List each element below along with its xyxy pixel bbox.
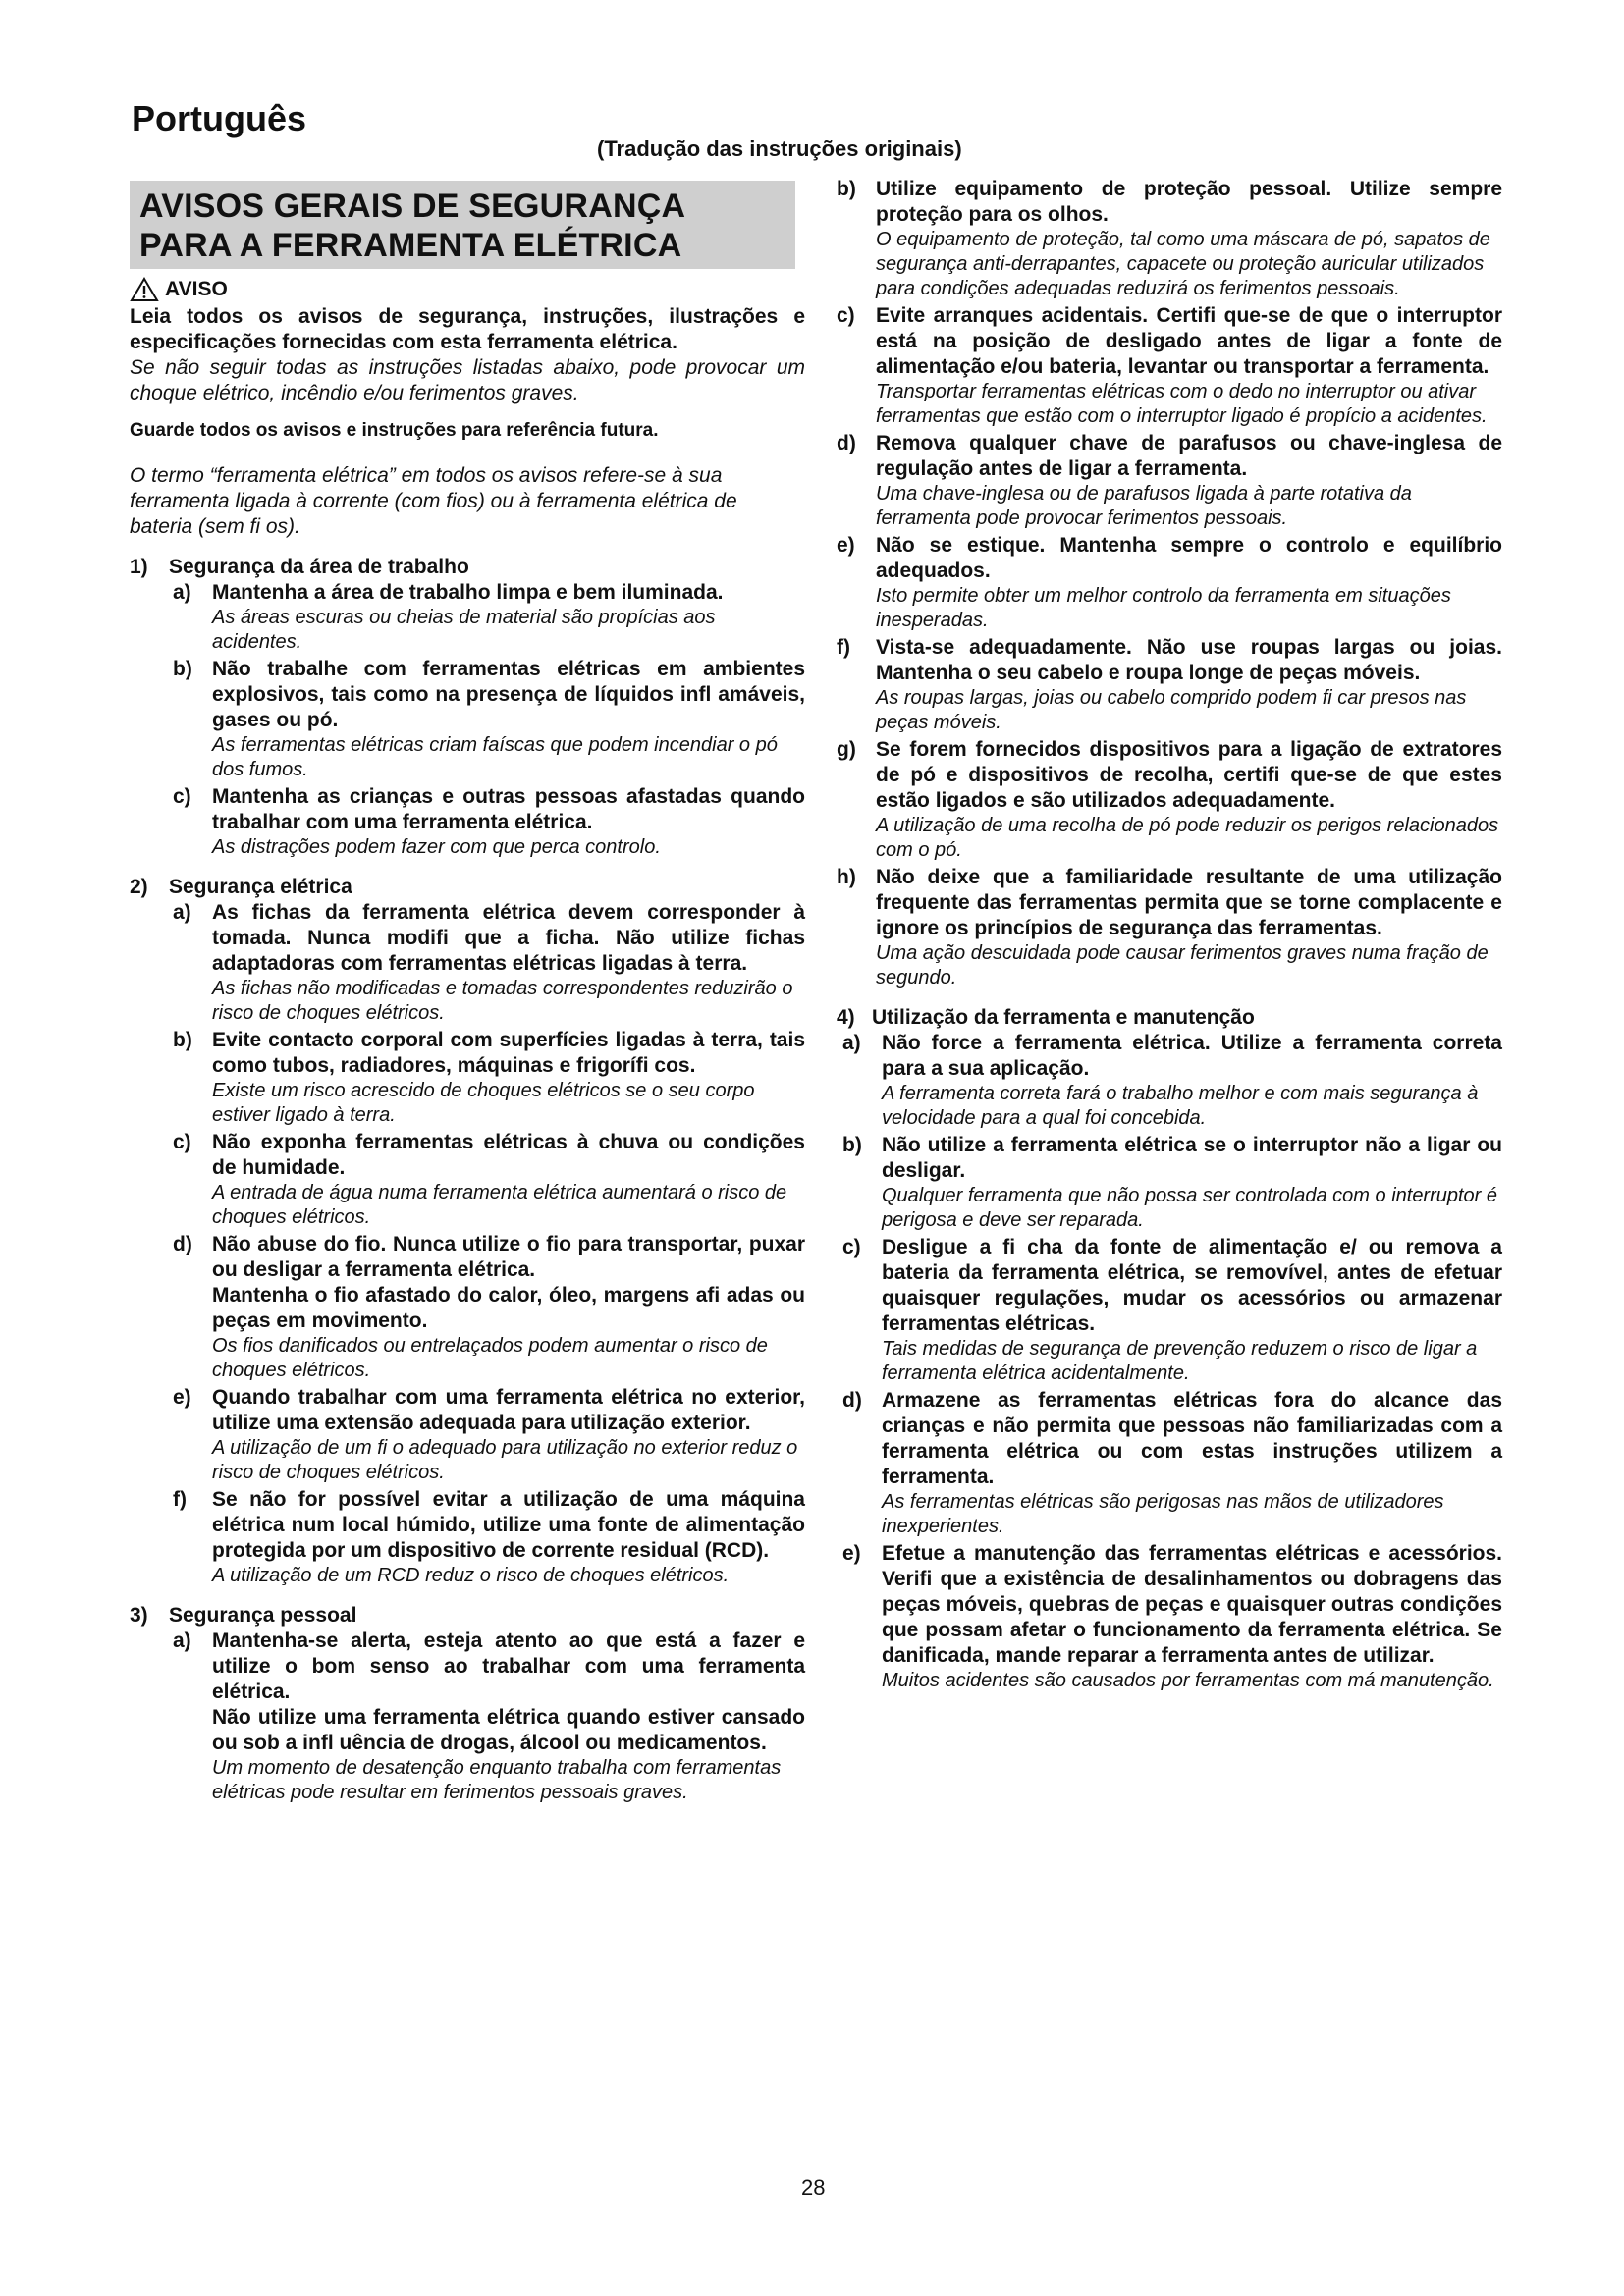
item-explanation: As ferramentas elétricas são perigosas nas mãos de utilizadores inexperientes. bbox=[882, 1491, 1444, 1537]
section-number: 2) bbox=[130, 876, 148, 898]
item-letter: a) bbox=[173, 901, 191, 924]
list-item bbox=[842, 1235, 1502, 1388]
item-explanation: Transportar ferramentas elétricas com o dedo no interruptor ou ativar ferramentas que estão com o interruptor ligado é propício a acidentes. bbox=[876, 381, 1488, 427]
item-letter: c) bbox=[837, 304, 855, 327]
item-explanation: Tais medidas de segurança de prevenção reduzem o risco de ligar a ferramenta elétrica acidentalmente. bbox=[882, 1338, 1478, 1384]
item-instruction: Não deixe que a familiaridade resultante de uma utilização frequente das ferramentas permita que se torne complacente e ignore os princípios de segurança das ferramentas. bbox=[876, 866, 1502, 939]
list-item bbox=[173, 580, 805, 657]
item-letter: a) bbox=[173, 1629, 191, 1652]
item-instruction: Mantenha-se alerta, esteja atento ao que está a fazer e utilize o bom senso ao trabalhar com uma ferramenta elétrica. bbox=[212, 1629, 805, 1703]
item-explanation: Isto permite obter um melhor controlo da ferramenta em situações inesperadas. bbox=[876, 585, 1451, 631]
item-instruction: Armazene as ferramentas elétricas fora do alcance das crianças e não permita que pessoas não familiarizadas com a ferramenta elétrica ou com estas instruções utilizem a ferramenta. bbox=[882, 1389, 1502, 1488]
item-instruction: Mantenha a área de trabalho limpa e bem iluminada. bbox=[212, 581, 724, 604]
item-instruction: Utilize equipamento de proteção pessoal. Utilize sempre proteção para os olhos. bbox=[876, 178, 1502, 226]
item-instruction: Não trabalhe com ferramentas elétricas em ambientes explosivos, tais como na presença de líquidos infl amáveis, gases ou pó. bbox=[212, 658, 805, 731]
list-item bbox=[837, 737, 1502, 865]
section-title: Segurança pessoal bbox=[169, 1604, 357, 1627]
list-item bbox=[173, 1487, 805, 1590]
item-instruction: Desligue a fi cha da fonte de alimentação e/ ou remova a bateria da ferramenta elétrica, se removível, antes de efetuar quaisquer regulações, mudar os acessórios ou armazenar ferramentas elétricas. bbox=[882, 1236, 1502, 1335]
list-item bbox=[173, 1385, 805, 1487]
list-item bbox=[173, 1130, 805, 1232]
item-letter: e) bbox=[173, 1386, 191, 1409]
warning-read-all: Leia todos os avisos de segurança, instruções, ilustrações e especificações fornecidas com esta ferramenta elétrica. bbox=[130, 305, 805, 353]
language-heading: Português bbox=[132, 98, 307, 138]
item-instruction: As fichas da ferramenta elétrica devem corresponder à tomada. Nunca modifi que a ficha. Não utilize fichas adaptadoras com ferramentas elétricas ligadas à terra. bbox=[212, 901, 805, 975]
item-letter: d) bbox=[842, 1389, 862, 1412]
item-letter: a) bbox=[173, 581, 191, 604]
item-instruction: Se não for possível evitar a utilização de uma máquina elétrica num local húmido, utilize uma fonte de alimentação protegida por um dispositivo de corrente residual (RCD). bbox=[212, 1488, 805, 1562]
banner-line-1: AVISOS GERAIS DE SEGURANÇA bbox=[139, 187, 686, 225]
item-letter: c) bbox=[173, 1131, 191, 1153]
item-instruction: Evite arranques acidentais. Certifi que-se de que o interruptor está na posição de desligado antes de ligar a fonte de alimentação e/ou bateria, levantar ou transportar a ferramenta. bbox=[876, 304, 1502, 378]
list-item bbox=[842, 1541, 1502, 1695]
item-letter: e) bbox=[837, 534, 855, 557]
item-instruction: Não se estique. Mantenha sempre o controlo e equilíbrio adequados. bbox=[876, 534, 1502, 582]
section-heading bbox=[130, 554, 805, 580]
list-item bbox=[842, 1388, 1502, 1541]
warning-label: AVISO bbox=[165, 278, 228, 300]
list-item bbox=[173, 1028, 805, 1130]
list-item bbox=[173, 900, 805, 1028]
safety-banner bbox=[130, 181, 795, 269]
item-explanation: A utilização de um RCD reduz o risco de choques elétricos. bbox=[212, 1565, 730, 1586]
item-instruction: Evite contacto corporal com superfícies ligadas à terra, tais como tubos, radiadores, máquinas e frigorífi cos. bbox=[212, 1029, 805, 1077]
item-explanation: Existe um risco acrescido de choques elétricos se o seu corpo estiver ligado à terra. bbox=[212, 1080, 755, 1126]
item-explanation: As ferramentas elétricas criam faíscas que podem incendiar o pó dos fumos. bbox=[212, 734, 778, 780]
item-explanation: Os fios danificados ou entrelaçados podem aumentar o risco de choques elétricos. bbox=[212, 1335, 768, 1381]
warning-consequence: Se não seguir todas as instruções listadas abaixo, pode provocar um choque elétrico, incêndio e/ou ferimentos graves. bbox=[130, 356, 805, 404]
page-number: 28 bbox=[801, 2175, 826, 2200]
list-item bbox=[837, 865, 1502, 992]
list-item bbox=[837, 303, 1502, 431]
list-item bbox=[842, 1133, 1502, 1235]
item-letter: b) bbox=[837, 178, 856, 200]
list-item bbox=[173, 1629, 805, 1807]
section-number: 4) bbox=[837, 1006, 855, 1029]
item-explanation: O equipamento de proteção, tal como uma máscara de pó, sapatos de segurança anti-derrapantes, capacete ou proteção auricular utilizados para condições adequadas reduzirá os ferimentos pessoais. bbox=[876, 229, 1490, 299]
item-explanation: A utilização de uma recolha de pó pode reduzir os perigos relacionados com o pó. bbox=[876, 815, 1499, 861]
item-instruction: Efetue a manutenção das ferramentas elétricas e acessórios. Verifi que a existência de desalinhamentos ou dobragens das peças móveis, quebras de peças e quaisquer outras condições que possam afetar o funcionamento da ferramenta elétrica. Se danificada, mande reparar a ferramenta antes de utilizar. bbox=[882, 1542, 1502, 1667]
item-explanation: As fichas não modificadas e tomadas correspondentes reduzirão o risco de choques elétricos. bbox=[212, 978, 793, 1024]
left-column bbox=[130, 181, 805, 1807]
list-item bbox=[173, 1232, 805, 1385]
right-column bbox=[837, 177, 1502, 1695]
list-item bbox=[837, 533, 1502, 635]
item-letter: b) bbox=[842, 1134, 862, 1156]
section-number: 3) bbox=[130, 1604, 148, 1627]
section-heading bbox=[130, 874, 805, 900]
item-letter: g) bbox=[837, 738, 856, 761]
section-heading bbox=[837, 1004, 1502, 1031]
item-explanation: As distrações podem fazer com que perca controlo. bbox=[212, 836, 661, 858]
term-definition: O termo “ferramenta elétrica” em todos os avisos refere-se à sua ferramenta ligada à corrente (com fios) ou à ferramenta elétrica de bateria (sem fi os). bbox=[130, 464, 737, 538]
item-letter: e) bbox=[842, 1542, 861, 1565]
section-heading bbox=[130, 1602, 805, 1629]
item-instruction: Quando trabalhar com uma ferramenta elétrica no exterior, utilize uma extensão adequada para utilização exterior. bbox=[212, 1386, 805, 1434]
keep-instructions: Guarde todos os avisos e instruções para referência futura. bbox=[130, 420, 659, 441]
section-number: 1) bbox=[130, 556, 148, 578]
item-instruction: Se forem fornecidos dispositivos para a ligação de extratores de pó e dispositivos de recolha, certifi que-se de que estes estão ligados e são utilizados adequadamente. bbox=[876, 738, 1502, 812]
item-explanation: Uma chave-inglesa ou de parafusos ligada à parte rotativa da ferramenta pode provocar ferimentos pessoais. bbox=[876, 483, 1412, 529]
item-letter: f) bbox=[173, 1488, 187, 1511]
item-letter: h) bbox=[837, 866, 856, 888]
section-work-area bbox=[130, 554, 805, 862]
list-item bbox=[837, 635, 1502, 737]
section-tool-use bbox=[837, 1004, 1502, 1695]
item-explanation: Um momento de desatenção enquanto trabalha com ferramentas elétricas pode resultar em ferimentos pessoais graves. bbox=[212, 1757, 782, 1803]
list-item bbox=[173, 657, 805, 784]
item-letter: c) bbox=[173, 785, 191, 808]
item-explanation: A utilização de um fi o adequado para utilização no exterior reduz o risco de choques elétricos. bbox=[212, 1437, 798, 1483]
item-instruction: Não exponha ferramentas elétricas à chuva ou condições de humidade. bbox=[212, 1131, 805, 1179]
banner-line-2: PARA A FERRAMENTA ELÉTRICA bbox=[139, 227, 682, 264]
item-explanation: Qualquer ferramenta que não possa ser controlada com o interruptor é perigosa e deve ser reparada. bbox=[882, 1185, 1498, 1231]
item-instruction: Não abuse do fio. Nunca utilize o fio para transportar, puxar ou desligar a ferramenta elétrica. bbox=[212, 1233, 805, 1281]
item-instruction: Não force a ferramenta elétrica. Utilize a ferramenta correta para a sua aplicação. bbox=[882, 1032, 1502, 1080]
item-instruction: Mantenha as crianças e outras pessoas afastadas quando trabalhar com uma ferramenta elétrica. bbox=[212, 785, 805, 833]
section-title: Utilização da ferramenta e manutenção bbox=[872, 1006, 1255, 1029]
warning-heading bbox=[130, 277, 805, 302]
item-explanation: A ferramenta correta fará o trabalho melhor e com mais segurança à velocidade para a qual foi concebida. bbox=[882, 1083, 1479, 1129]
item-instruction-extra: Não utilize uma ferramenta elétrica quando estiver cansado ou sob a infl uência de drogas, álcool ou medicamentos. bbox=[212, 1706, 805, 1754]
list-item bbox=[842, 1031, 1502, 1133]
item-explanation: As áreas escuras ou cheias de material são propícias aos acidentes. bbox=[212, 607, 716, 653]
list-item bbox=[173, 784, 805, 862]
item-letter: b) bbox=[173, 658, 192, 680]
item-letter: d) bbox=[837, 432, 856, 454]
item-letter: c) bbox=[842, 1236, 861, 1258]
item-instruction: Remova qualquer chave de parafusos ou chave-inglesa de regulação antes de ligar a ferramenta. bbox=[876, 432, 1502, 480]
section-personal-safety bbox=[130, 1602, 805, 1807]
translation-subtitle: (Tradução das instruções originais) bbox=[597, 136, 962, 161]
list-item bbox=[837, 431, 1502, 533]
item-letter: b) bbox=[173, 1029, 192, 1051]
item-letter: a) bbox=[842, 1032, 861, 1054]
warning-triangle-icon bbox=[130, 277, 159, 302]
item-letter: d) bbox=[173, 1233, 192, 1255]
section-title: Segurança da área de trabalho bbox=[169, 556, 469, 578]
item-instruction-extra: Mantenha o fio afastado do calor, óleo, margens afi adas ou peças em movimento. bbox=[212, 1284, 805, 1332]
item-explanation: Uma ação descuidada pode causar ferimentos graves numa fração de segundo. bbox=[876, 942, 1489, 988]
item-explanation: As roupas largas, joias ou cabelo comprido podem fi car presos nas peças móveis. bbox=[876, 687, 1467, 733]
item-instruction: Vista-se adequadamente. Não use roupas largas ou joias. Mantenha o seu cabelo e roupa longe de peças móveis. bbox=[876, 636, 1502, 684]
item-explanation: A entrada de água numa ferramenta elétrica aumentará o risco de choques elétricos. bbox=[212, 1182, 787, 1228]
item-instruction: Não utilize a ferramenta elétrica se o interruptor não a ligar ou desligar. bbox=[882, 1134, 1502, 1182]
section-title: Segurança elétrica bbox=[169, 876, 352, 898]
section-electrical-safety bbox=[130, 874, 805, 1590]
item-explanation: Muitos acidentes são causados por ferramentas com má manutenção. bbox=[882, 1670, 1494, 1691]
item-letter: f) bbox=[837, 636, 850, 659]
list-item bbox=[837, 177, 1502, 303]
